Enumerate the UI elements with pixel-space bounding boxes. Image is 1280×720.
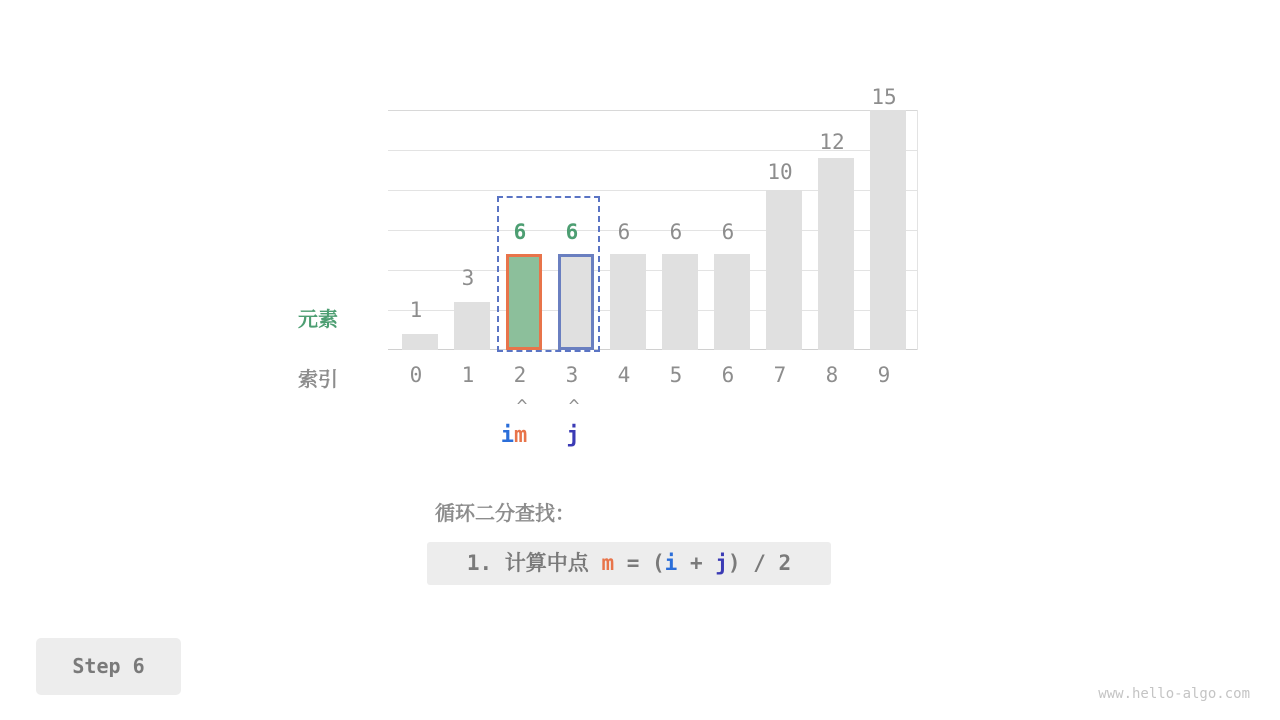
formula-plus: + <box>677 551 716 575</box>
index-label-6: 6 <box>721 363 735 387</box>
bar-value-3: 6 <box>565 220 579 244</box>
bar-0 <box>402 334 438 350</box>
index-label-4: 4 <box>617 363 631 387</box>
bar-6 <box>714 254 750 350</box>
bar-value-1: 3 <box>461 266 475 290</box>
bar-value-8: 12 <box>819 130 845 154</box>
axis-right-line <box>917 110 918 350</box>
formula-text <box>427 542 831 585</box>
formula-var-i: i <box>664 551 678 575</box>
bar-8 <box>818 158 854 350</box>
index-label-3: 3 <box>565 363 579 387</box>
index-label-1: 1 <box>461 363 475 387</box>
formula-suffix: ) / 2 <box>727 551 792 575</box>
bar-value-6: 6 <box>721 220 735 244</box>
bar-value-9: 15 <box>871 85 897 109</box>
bar-1 <box>454 302 490 350</box>
bar-value-5: 6 <box>669 220 683 244</box>
pointer-label-j: j <box>566 423 580 448</box>
bar-9 <box>870 110 906 350</box>
caret-icon-j: ^ <box>568 396 580 417</box>
index-label-0: 0 <box>409 363 423 387</box>
bar-5 <box>662 254 698 350</box>
index-label-5: 5 <box>669 363 683 387</box>
index-label-8: 8 <box>825 363 839 387</box>
formula-var-j: j <box>715 551 728 575</box>
axis-top-line <box>388 110 918 111</box>
formula-prefix: 1. 计算中点 <box>466 551 602 575</box>
row-label-elements: 元素 <box>298 307 338 331</box>
formula-box <box>427 542 831 585</box>
row-label-index: 索引 <box>298 367 338 391</box>
formula-var-m: m <box>601 551 615 575</box>
step-badge: Step 6 <box>36 638 181 695</box>
caret-icon-im: ^ <box>516 396 528 417</box>
formula-equals: = ( <box>614 551 665 575</box>
search-range-selection-box <box>497 196 600 352</box>
bar-value-0: 1 <box>409 298 423 322</box>
bar-value-2: 6 <box>513 220 527 244</box>
bar-value-7: 10 <box>767 160 793 184</box>
index-label-2: 2 <box>513 363 527 387</box>
pointer-label-m: m <box>514 423 528 448</box>
bar-4 <box>610 254 646 350</box>
pointer-label-i: i <box>500 423 514 448</box>
index-label-9: 9 <box>877 363 891 387</box>
caption-title: 循环二分查找： <box>435 501 575 525</box>
watermark: www.hello-algo.com <box>1098 686 1250 702</box>
bar-value-4: 6 <box>617 220 631 244</box>
bar-7 <box>766 190 802 350</box>
index-label-7: 7 <box>773 363 787 387</box>
